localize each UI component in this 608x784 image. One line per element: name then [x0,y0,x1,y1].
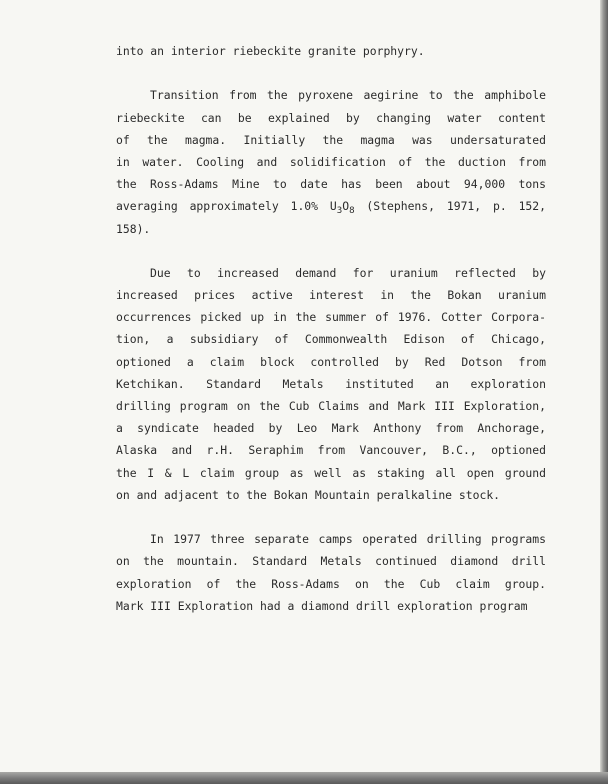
text-line: on and adjacent to the Bokan Mountain peralkaline stock. [116,487,501,502]
formula-before: averaging approximately 1.0% U [116,199,337,214]
text-line: Due to increased demand for uranium reflected by [150,265,546,280]
text-line: Mark III Exploration had a diamond drill exploration program [116,598,528,613]
text-line: in water. Cooling and solidification of the duction from [116,154,546,169]
scan-bottom-edge [0,772,608,784]
scan-right-edge [600,0,608,772]
paragraph-4 [116,528,546,617]
text-line: the Ross-Adams Mine to date has been about 94,000 tons [116,177,546,192]
paragraph-2 [116,84,546,239]
formula-line [116,195,546,217]
formula-subscript: 3 [336,206,343,217]
text-line: drilling program on the Cub Claims and Mark III Exploration, [116,399,546,413]
paragraph-1 [116,40,546,62]
text-line: 158). [116,221,151,236]
formula-oxygen: O [342,199,350,214]
text-line: occurrences picked up in the summer of 1976. Cotter Corpora- [116,310,546,325]
formula-subscript: 8 [349,206,355,217]
text-line: tion, a subsidiary of Commonwealth Edison of Chicago, [116,332,546,347]
text-line: Ketchikan. Standard Metals instituted an exploration [116,376,546,391]
paragraph-3 [116,262,546,506]
document-body [116,40,546,617]
text-line: Alaska and r.H. Seraphim from Vancouver, B.C., optioned [116,443,546,458]
text-line: into an interior riebeckite granite porphyry. [116,44,425,58]
text-line: a syndicate headed by Leo Mark Anthony from Anchorage, [116,421,546,436]
formula-after: (Stephens, 1971, p. 152, [354,199,546,214]
text-line: Transition from the pyroxene aegirine to the amphibole [150,88,546,103]
text-line: In 1977 three separate camps operated drilling programs [150,532,546,547]
text-line: optioned a claim block controlled by Red Dotson from [116,354,546,369]
text-line: increased prices active interest in the Bokan uranium [116,288,546,303]
text-line: exploration of the Ross-Adams on the Cub claim group. [116,576,546,591]
text-line: on the mountain. Standard Metals continued diamond drill [116,554,546,569]
text-line: the I & L claim group as well as staking all open ground [116,465,546,480]
text-line: of the magma. Initially the magma was undersaturated [116,132,546,147]
text-line: riebeckite can be explained by changing water content [116,110,546,125]
